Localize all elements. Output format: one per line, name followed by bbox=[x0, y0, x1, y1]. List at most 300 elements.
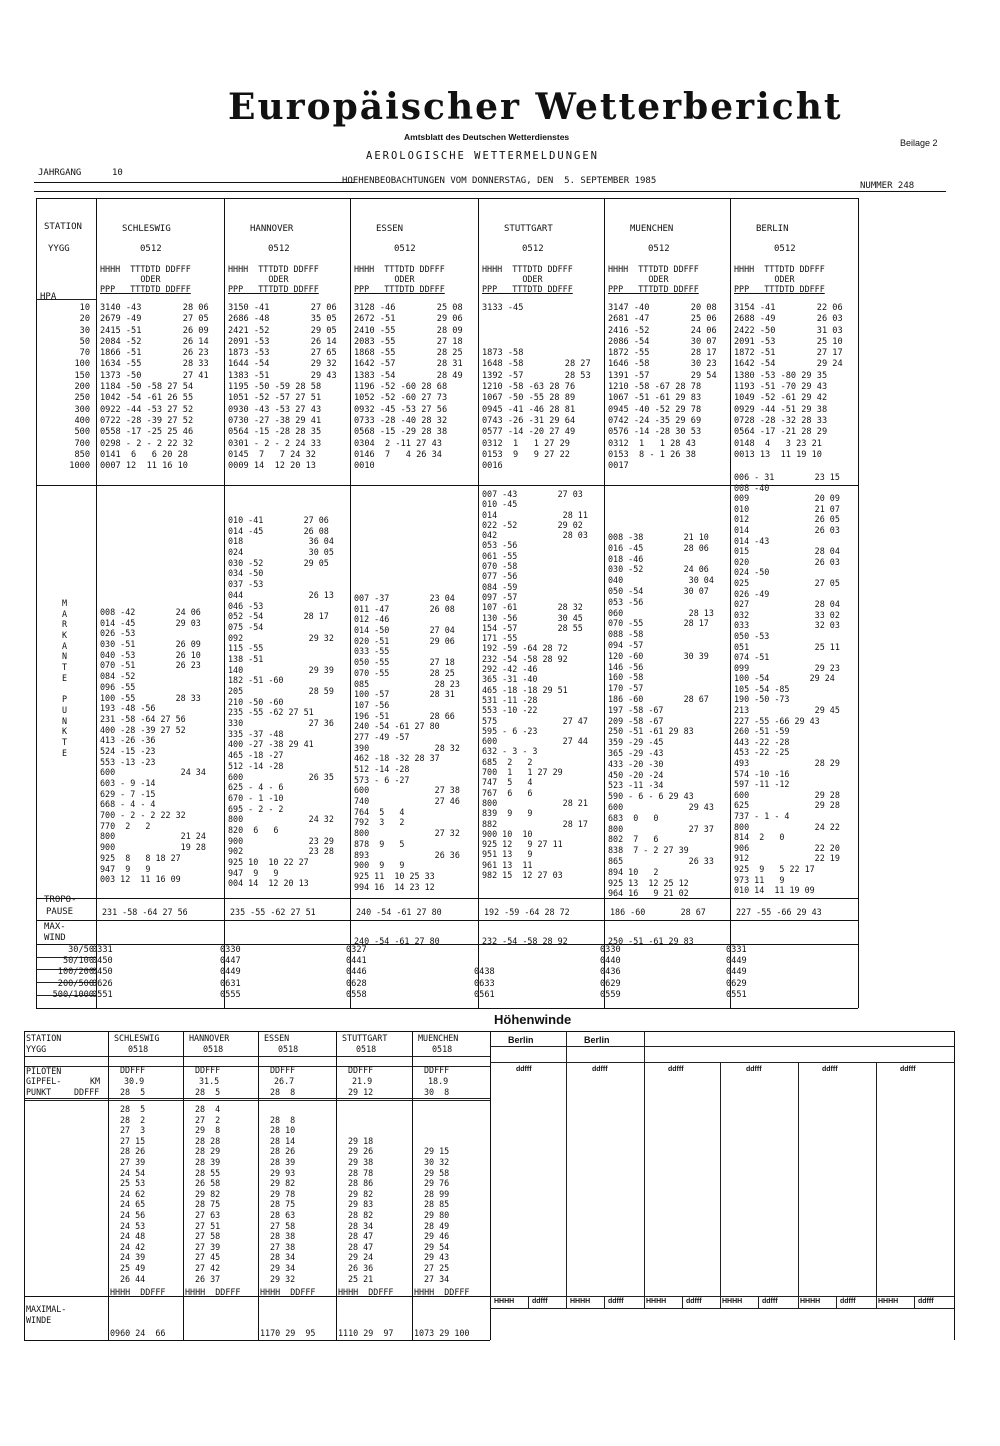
table-row: 030 -52 24 06 bbox=[608, 564, 709, 575]
maxwind-values bbox=[92, 945, 113, 1001]
column-header: HHHH TTTDTD DDFFF ODER PPP TTTDTD DDFFF bbox=[482, 264, 573, 294]
hw-footer-cell: HHHH bbox=[646, 1298, 667, 1305]
table-row: 1195 -50 -59 28 58 bbox=[228, 382, 322, 393]
table-row: 902 23 28 bbox=[228, 846, 334, 857]
hw-ddfff-header: ddfff bbox=[822, 1066, 838, 1073]
table-row: 231 -58 -64 27 56 bbox=[100, 713, 186, 724]
table-row: 008 -42 24 06 bbox=[100, 607, 201, 617]
table-row: 026 -53 bbox=[100, 628, 136, 639]
table-row: 767 6 6 bbox=[482, 787, 533, 798]
table-row: 084 -59 bbox=[482, 581, 518, 592]
hw-maxwinde-label: WINDE bbox=[26, 1315, 52, 1325]
table-row: 0330 bbox=[600, 945, 621, 955]
table-row: 0930 -43 -53 27 43 bbox=[228, 404, 322, 415]
pressure-level: 400 bbox=[74, 415, 90, 426]
tropopause-label: PAUSE bbox=[46, 907, 74, 917]
pressure-level: 200 bbox=[74, 382, 90, 393]
table-row: 0017 bbox=[608, 461, 629, 472]
table-row bbox=[348, 1125, 373, 1136]
table-row: 007 -43 27 03 bbox=[482, 489, 583, 499]
table-row: 28 28 bbox=[195, 1135, 221, 1146]
table-row: 235 -55 -62 27 51 bbox=[228, 707, 314, 718]
table-row: 040 30 04 bbox=[608, 575, 714, 586]
table-row: 1193 -51 -70 29 43 bbox=[734, 382, 828, 393]
table-row: 802 7 6 bbox=[608, 834, 659, 845]
table-row: 906 22 20 bbox=[734, 842, 840, 853]
table-row: 973 11 9 bbox=[734, 874, 785, 885]
table-row: 865 26 33 bbox=[608, 855, 714, 866]
hw-berlin-header: Berlin bbox=[584, 1035, 610, 1045]
table-row: 0449 bbox=[726, 967, 747, 978]
hw-footer-cell: ddfff bbox=[532, 1298, 548, 1305]
table-row: 2091 -53 26 14 bbox=[228, 336, 337, 347]
table-row: 443 -22 -28 bbox=[734, 736, 790, 747]
table-row: 1644 -54 29 32 bbox=[228, 359, 337, 370]
maxwind-values bbox=[600, 945, 621, 1001]
station-yygg: 0512 bbox=[774, 244, 796, 254]
table-row: 400 -27 -38 29 41 bbox=[228, 739, 314, 750]
hw-gipfel-dir: 28 5 bbox=[195, 1087, 221, 1097]
label-letter: K bbox=[62, 726, 68, 737]
table-row bbox=[482, 326, 591, 337]
maxwind-head: 250 -51 -61 29 83 bbox=[608, 936, 694, 946]
pressure-level: 1000 bbox=[69, 461, 90, 472]
table-row: 24 48 bbox=[120, 1231, 146, 1242]
table-row: 26 44 bbox=[120, 1273, 146, 1284]
table-row: 2416 -52 24 06 bbox=[608, 325, 717, 336]
hw-gipfel: 21.9 bbox=[352, 1076, 373, 1086]
hw-footer-cell: HHHH bbox=[878, 1298, 899, 1305]
table-row: 900 23 29 bbox=[228, 835, 334, 846]
table-row: 335 -37 -48 bbox=[228, 728, 284, 739]
table-row: 3147 -40 20 08 bbox=[608, 303, 717, 313]
hw-gipfel-dir: 29 12 bbox=[348, 1087, 374, 1097]
table-row: 882 28 17 bbox=[482, 818, 588, 829]
table-row: 28 29 bbox=[195, 1146, 221, 1157]
table-row: 28 4 bbox=[195, 1104, 221, 1114]
hw-ddfff: DDFFF bbox=[270, 1065, 296, 1075]
column-header: HHHH TTTDTD DDFFF ODER PPP TTTDTD DDFFF bbox=[100, 264, 191, 294]
table-row: 574 -10 -16 bbox=[734, 768, 790, 779]
table-row: 006 - 31 23 15 bbox=[734, 472, 840, 482]
hw-gipfel-label: GIPFEL- bbox=[26, 1076, 62, 1086]
hpa-label: HPA bbox=[40, 292, 57, 302]
table-row: 28 63 bbox=[270, 1209, 296, 1220]
table-row: 227 -55 -66 29 43 bbox=[734, 715, 820, 726]
table-row: 2086 -54 30 07 bbox=[608, 336, 717, 347]
table-row: 695 - 2 - 2 bbox=[228, 803, 284, 814]
table-row: 010 -41 27 06 bbox=[228, 515, 329, 525]
table-row: 030 -52 29 05 bbox=[228, 557, 329, 568]
maxwind-values bbox=[220, 945, 241, 1001]
table-row: 032 33 02 bbox=[734, 609, 840, 620]
table-row: 947 9 9 bbox=[228, 867, 279, 878]
hw-station-name: MUENCHEN bbox=[418, 1033, 459, 1043]
hw-footer-cell: ddfff bbox=[762, 1298, 778, 1305]
station-name: BERLIN bbox=[756, 224, 789, 234]
table-row: 0730 -27 -38 29 41 bbox=[228, 415, 322, 426]
table-row: 018 36 04 bbox=[228, 536, 334, 547]
hw-footer-cell: ddfff bbox=[608, 1298, 624, 1305]
table-row: 0450 bbox=[92, 956, 113, 967]
hw-wind-column bbox=[270, 1104, 295, 1284]
maxwind-range: 30/50 bbox=[68, 945, 94, 955]
table-row: 096 -55 bbox=[100, 681, 136, 692]
table-row: 010 14 11 19 09 bbox=[734, 885, 815, 896]
table-row: 0628 bbox=[346, 978, 367, 989]
table-row: 140 29 39 bbox=[228, 664, 334, 675]
table-row: 512 -14 -28 bbox=[228, 760, 284, 771]
table-row: 085 28 23 bbox=[354, 678, 460, 689]
jahrgang-label: JAHRGANG bbox=[38, 168, 82, 178]
table-row: 107 -61 28 32 bbox=[482, 602, 583, 613]
label-letter: K bbox=[62, 630, 68, 641]
table-row: 292 -42 -46 bbox=[482, 664, 538, 675]
table-row: 29 78 bbox=[270, 1188, 296, 1199]
pressure-level: 500 bbox=[74, 427, 90, 438]
table-row: 453 -22 -25 bbox=[734, 747, 790, 758]
table-row: 146 -56 bbox=[608, 661, 644, 672]
label-letter: R bbox=[62, 619, 68, 630]
table-row: 925 10 10 22 27 bbox=[228, 857, 309, 867]
table-row: 553 -10 -22 bbox=[482, 705, 538, 716]
table-row: 27 45 bbox=[195, 1252, 221, 1263]
table-row: 839 9 9 bbox=[482, 808, 533, 819]
table-row: 024 -50 bbox=[734, 567, 770, 578]
column-header: HHHH TTTDTD DDFFF ODER PPP TTTDTD DDFFF bbox=[228, 264, 319, 294]
table-row: 100 -55 28 33 bbox=[100, 692, 201, 703]
pressure-level: 250 bbox=[74, 393, 90, 404]
table-row: 094 -57 bbox=[608, 639, 644, 650]
table-row: 2084 -52 26 14 bbox=[100, 336, 209, 347]
table-row: 28 14 bbox=[270, 1135, 296, 1146]
table-row: 0558 -17 -25 25 46 bbox=[100, 427, 194, 438]
pressure-level: 20 bbox=[79, 314, 90, 325]
hw-station-name: STUTTGART bbox=[342, 1033, 388, 1043]
maxwind-range: 500/1000 bbox=[52, 989, 94, 1000]
table-row: 014 -45 29 03 bbox=[100, 617, 201, 628]
table-row: 625 29 28 bbox=[734, 800, 840, 811]
label-letter bbox=[62, 684, 67, 695]
label-letter: A bbox=[62, 640, 68, 651]
table-row: 040 -53 26 10 bbox=[100, 649, 201, 660]
table-row: 26 58 bbox=[195, 1178, 221, 1189]
label-letter: N bbox=[62, 651, 68, 662]
table-row: 800 28 21 bbox=[482, 797, 588, 808]
table-row: 740 27 46 bbox=[354, 796, 460, 807]
table-row: 413 -26 -36 bbox=[100, 735, 156, 746]
table-row: 075 -54 bbox=[228, 621, 264, 632]
table-row: 027 28 04 bbox=[734, 599, 840, 610]
table-row: 0564 -15 -28 28 35 bbox=[228, 427, 322, 438]
table-row: 003 12 11 16 09 bbox=[100, 874, 181, 885]
table-row: 29 15 bbox=[424, 1146, 450, 1157]
table-row: 26 36 bbox=[348, 1262, 374, 1273]
table-row: 0016 bbox=[482, 461, 503, 472]
table-row: 0013 13 11 19 10 bbox=[734, 449, 822, 460]
table-row: 1373 -50 27 41 bbox=[100, 370, 209, 381]
table-row: 0327 bbox=[346, 945, 367, 955]
table-row: 28 26 bbox=[270, 1146, 296, 1157]
hw-maxwinde-value: 1170 29 95 bbox=[260, 1328, 316, 1338]
column-header: HHHH TTTDTD DDFFF ODER PPP TTTDTD DDFFF bbox=[354, 264, 445, 294]
table-row: 700 1 1 27 29 bbox=[482, 767, 563, 778]
table-row: 196 -51 28 66 bbox=[354, 710, 455, 721]
table-row: 925 12 9 27 11 bbox=[482, 839, 563, 850]
beilage: Beilage 2 bbox=[900, 138, 938, 148]
table-row: 25 49 bbox=[120, 1262, 146, 1273]
pressure-level: 700 bbox=[74, 438, 90, 449]
hw-station-yygg: 0518 bbox=[278, 1044, 299, 1054]
table-row: 29 82 bbox=[270, 1178, 296, 1189]
maxwind-range: 200/500 bbox=[57, 978, 94, 989]
table-row: 0945 -40 -52 29 78 bbox=[608, 404, 702, 415]
tropopause-label: TROPO- bbox=[44, 895, 77, 905]
table-row: 0007 12 11 16 10 bbox=[100, 461, 188, 472]
table-row: 060 28 13 bbox=[608, 607, 714, 618]
table-row: 193 -48 -56 bbox=[100, 703, 156, 714]
table-row: 27 38 bbox=[270, 1241, 296, 1252]
table-row: 28 85 bbox=[424, 1199, 450, 1210]
table-row: 28 75 bbox=[270, 1199, 296, 1210]
jahrgang: 10 bbox=[112, 168, 123, 178]
table-row: 260 -51 -59 bbox=[734, 726, 790, 737]
station-name: MUENCHEN bbox=[630, 224, 674, 234]
table-row: 186 -60 28 67 bbox=[608, 693, 709, 704]
hw-wind-column bbox=[424, 1104, 449, 1284]
date-line: HOEHENBEOBACHTUNGEN VOM DONNERSTAG, DEN 5. SEPTEMBER 1985 bbox=[342, 176, 657, 186]
table-row: 465 -18 -27 bbox=[228, 750, 284, 761]
table-row: 0932 -45 -53 27 56 bbox=[354, 404, 448, 415]
table-row: 29 54 bbox=[424, 1241, 450, 1252]
table-row: 27 42 bbox=[195, 1262, 221, 1273]
issue-number: NUMMER 248 bbox=[860, 181, 915, 191]
table-row: 493 28 29 bbox=[734, 758, 840, 769]
table-row: 925 8 8 18 27 bbox=[100, 852, 181, 863]
significant-levels bbox=[734, 472, 840, 896]
hw-footer-header: HHHH DDFFF bbox=[110, 1287, 166, 1297]
table-row: 1646 -58 30 23 bbox=[608, 359, 717, 370]
table-row: 088 -58 bbox=[608, 629, 644, 640]
table-row: 0551 bbox=[92, 989, 113, 1000]
table-row: 2679 -49 27 05 bbox=[100, 314, 209, 325]
table-row: 012 26 05 bbox=[734, 514, 840, 525]
table-row: 1380 -53 -80 29 35 bbox=[734, 370, 828, 381]
tropopause-row: 235 -55 -62 27 51 bbox=[230, 907, 316, 917]
table-row: 050 -54 30 07 bbox=[608, 585, 709, 596]
table-row: 390 28 32 bbox=[354, 742, 460, 753]
table-row: 838 7 - 2 27 39 bbox=[608, 845, 689, 856]
table-row: 1067 -51 -61 29 83 bbox=[608, 393, 702, 404]
table-row: 046 -53 bbox=[228, 600, 264, 611]
table-row: 28 39 bbox=[195, 1156, 221, 1167]
hw-footer-header: HHHH DDFFF bbox=[414, 1287, 470, 1297]
hw-footer-header: HHHH DDFFF bbox=[185, 1287, 241, 1297]
table-row: 014 28 11 bbox=[482, 509, 588, 520]
table-row: 25 53 bbox=[120, 1178, 146, 1189]
maxwind-ranges bbox=[38, 945, 94, 1001]
table-row: 011 -47 26 08 bbox=[354, 603, 455, 614]
station-name: HANNOVER bbox=[250, 224, 294, 234]
hw-maxwinde-value: 1073 29 100 bbox=[414, 1328, 470, 1338]
table-row: 29 76 bbox=[424, 1178, 450, 1189]
maxwind-values bbox=[474, 945, 495, 1001]
table-row: 27 2 bbox=[195, 1114, 221, 1125]
tropopause-row: 231 -58 -64 27 56 bbox=[102, 907, 188, 917]
table-row: 24 54 bbox=[120, 1167, 146, 1178]
table-row: 3128 -46 25 08 bbox=[354, 303, 463, 313]
hoehenwinde-title: Höhenwinde bbox=[494, 1012, 572, 1027]
table-row: 27 58 bbox=[270, 1220, 296, 1231]
table-row: 820 6 6 bbox=[228, 824, 279, 835]
table-row: 28 10 bbox=[270, 1125, 296, 1136]
table-row: 0558 bbox=[346, 989, 367, 1000]
table-row: 0153 9 9 27 22 bbox=[482, 449, 570, 460]
table-row: 1049 -52 -61 29 42 bbox=[734, 393, 828, 404]
table-row: 800 21 24 bbox=[100, 831, 206, 842]
table-row: 0438 bbox=[474, 967, 495, 978]
table-row: 3140 -43 28 06 bbox=[100, 303, 209, 313]
table-row: 100 -57 28 31 bbox=[354, 689, 455, 700]
hw-footer-cell: ddfff bbox=[918, 1298, 934, 1305]
station-label: STATION bbox=[44, 222, 82, 232]
table-row: 2421 -52 29 05 bbox=[228, 325, 337, 336]
pressure-level: 150 bbox=[74, 370, 90, 381]
header-rule bbox=[34, 182, 354, 183]
table-row: 0440 bbox=[600, 956, 621, 967]
table-row: 0561 bbox=[474, 989, 495, 1000]
section-title: AEROLOGISCHE WETTERMELDUNGEN bbox=[366, 150, 600, 162]
table-row: 014 -45 26 08 bbox=[228, 525, 329, 536]
table-row bbox=[424, 1115, 449, 1126]
column-header: HHHH TTTDTD DDFFF ODER PPP TTTDTD DDFFF bbox=[608, 264, 699, 294]
table-row: 240 -54 -61 27 80 bbox=[354, 721, 440, 732]
table-row: 800 27 32 bbox=[354, 828, 460, 839]
table-row: 29 83 bbox=[348, 1199, 374, 1210]
table-row: 28 82 bbox=[348, 1209, 374, 1220]
table-row: 29 82 bbox=[195, 1188, 221, 1199]
table-row: 033 32 03 bbox=[734, 620, 840, 631]
hw-ddfff-header: ddfff bbox=[668, 1066, 684, 1073]
table-row: 29 93 bbox=[270, 1167, 296, 1178]
table-row: 1873 -53 27 65 bbox=[228, 348, 337, 359]
table-row: 951 13 9 bbox=[482, 849, 533, 860]
table-row: 1634 -55 28 33 bbox=[100, 359, 209, 370]
table-row: 668 - 4 - 4 bbox=[100, 799, 156, 810]
table-row: 0153 8 - 1 26 38 bbox=[608, 449, 696, 460]
label-letter: N bbox=[62, 715, 68, 726]
table-row: 025 27 05 bbox=[734, 577, 840, 588]
page-title: Europäischer Wetterbericht bbox=[228, 86, 843, 128]
table-row: 28 39 bbox=[270, 1156, 296, 1167]
label-letter: U bbox=[62, 704, 68, 715]
hw-station-name: ESSEN bbox=[264, 1033, 290, 1043]
label-letter: A bbox=[62, 608, 68, 619]
hw-station-name: HANNOVER bbox=[189, 1033, 230, 1043]
table-row: 1042 -54 -61 26 55 bbox=[100, 393, 194, 404]
hw-maxwinde-label: MAXIMAL- bbox=[26, 1304, 67, 1314]
table-row: 0633 bbox=[474, 978, 495, 989]
table-row: 070 -55 28 25 bbox=[354, 667, 455, 678]
hw-footer-cell: ddfff bbox=[840, 1298, 856, 1305]
hw-ddfff-label: DDFFF bbox=[74, 1087, 100, 1097]
table-row: 1184 -50 -58 27 54 bbox=[100, 382, 194, 393]
table-row: 29 18 bbox=[348, 1135, 374, 1146]
table-row: 900 19 28 bbox=[100, 842, 206, 853]
table-row: 29 80 bbox=[424, 1209, 450, 1220]
table-row: 29 46 bbox=[424, 1231, 450, 1242]
table-row: 24 53 bbox=[120, 1220, 146, 1231]
hw-punkt-label: PUNKT bbox=[26, 1087, 52, 1097]
hw-gipfel: 18.9 bbox=[428, 1076, 449, 1086]
table-row: 737 - 1 - 4 bbox=[734, 811, 790, 821]
table-row: 764 5 4 bbox=[354, 806, 405, 817]
table-row: 894 10 2 bbox=[608, 866, 659, 877]
table-row: 28 99 bbox=[424, 1188, 450, 1199]
significant-levels bbox=[100, 607, 206, 885]
maxwind-values bbox=[346, 945, 367, 1001]
table-row: 26 37 bbox=[195, 1273, 221, 1284]
table-row: 016 -45 28 06 bbox=[608, 542, 709, 553]
pressure-level: 70 bbox=[79, 348, 90, 359]
table-row: 600 27 38 bbox=[354, 785, 460, 796]
table-row: 213 29 45 bbox=[734, 705, 840, 716]
hw-station-yygg: 0518 bbox=[356, 1044, 377, 1054]
table-row: 700 - 2 - 2 22 32 bbox=[100, 810, 186, 821]
table-row: 800 24 22 bbox=[734, 821, 840, 832]
table-row: 0304 2 -11 27 43 bbox=[354, 438, 442, 449]
pressure-level: 300 bbox=[74, 404, 90, 415]
table-row: 014 -50 27 04 bbox=[354, 625, 455, 636]
table-row: 0631 bbox=[220, 978, 241, 989]
table-row: 0447 bbox=[220, 956, 241, 967]
table-row: 074 -51 bbox=[734, 652, 770, 663]
table-row: 925 9 5 22 17 bbox=[734, 863, 815, 874]
table-row: 961 13 11 bbox=[482, 859, 533, 870]
table-row: 0449 bbox=[220, 967, 241, 978]
table-row: 365 -29 -43 bbox=[608, 747, 664, 758]
table-row: 1642 -57 28 31 bbox=[354, 359, 463, 370]
table-row: 1067 -50 -55 28 89 bbox=[482, 393, 576, 404]
table-row: 105 -54 -85 bbox=[734, 683, 790, 694]
table-row: 24 65 bbox=[120, 1199, 146, 1210]
table-row: 30 32 bbox=[424, 1156, 450, 1167]
table-row: 1052 -52 -60 27 73 bbox=[354, 393, 448, 404]
table-row: 600 24 34 bbox=[100, 767, 206, 778]
table-row: 070 -51 26 23 bbox=[100, 660, 201, 671]
hw-station-yygg: 0518 bbox=[432, 1044, 453, 1054]
table-row: 130 -56 30 45 bbox=[482, 612, 583, 623]
table-row: 084 -52 bbox=[100, 671, 136, 682]
table-row: 192 -59 -64 28 72 bbox=[482, 643, 568, 654]
hw-footer-cell: HHHH bbox=[494, 1298, 515, 1305]
station-name: SCHLESWIG bbox=[122, 224, 171, 234]
table-row: 29 82 bbox=[348, 1188, 374, 1199]
table-row: 670 - 1 -10 bbox=[228, 792, 284, 803]
significant-levels bbox=[608, 532, 714, 899]
table-row: 0148 4 3 23 21 bbox=[734, 438, 822, 449]
table-row: 0141 6 6 20 28 bbox=[100, 449, 188, 460]
table-row: 018 -46 bbox=[608, 553, 644, 564]
table-row: 0312 1 1 28 43 bbox=[608, 438, 696, 449]
table-row: 232 -54 -58 28 92 bbox=[482, 653, 568, 664]
table-row: 1383 -51 29 43 bbox=[228, 370, 337, 381]
standard-levels bbox=[354, 303, 463, 472]
table-row: 600 29 43 bbox=[608, 801, 714, 812]
table-row: 077 -56 bbox=[482, 571, 518, 582]
table-row: 015 28 04 bbox=[734, 546, 840, 557]
table-row: 0450 bbox=[92, 967, 113, 978]
